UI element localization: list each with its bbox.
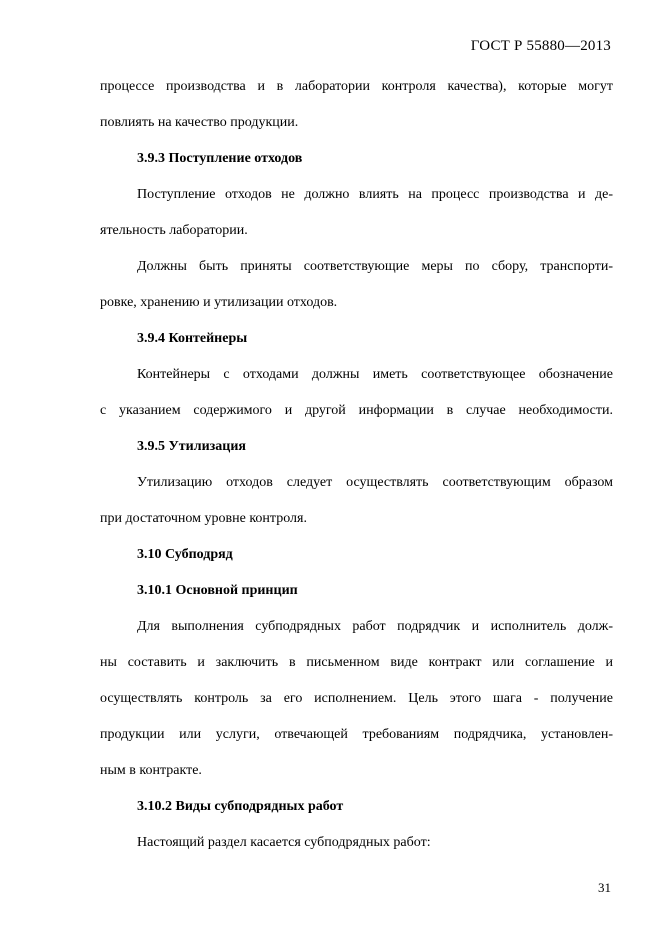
body-text-line: при достаточном уровне контроля. — [100, 511, 307, 526]
body-text-line: повлиять на качество продукции. — [100, 115, 299, 130]
body-text-line: Должны быть приняты соответствующие меры по сбору, транспорти- — [137, 259, 613, 274]
section-heading-3-10-2: 3.10.2 Виды субподрядных работ — [137, 799, 344, 814]
document-code-header: ГОСТ Р 55880—2013 — [470, 38, 611, 54]
body-text-line: продукции или услуги, отвечающей требованиям подрядчика, установлен- — [100, 727, 613, 742]
body-text-line: ны составить и заключить в письменном виде контракт или соглашение и — [100, 655, 613, 670]
body-text-line: ровке, хранению и утилизации отходов. — [100, 295, 338, 310]
section-heading-3-9-4: 3.9.4 Контейнеры — [137, 331, 248, 346]
body-text-line: осуществлять контроль за его исполнением. Цель этого шага - получение — [100, 691, 613, 706]
body-text-line: Контейнеры с отходами должны иметь соответствующее обозначение — [137, 367, 613, 382]
document-body — [100, 69, 613, 861]
body-text-line: Для выполнения субподрядных работ подрядчик и исполнитель долж- — [137, 619, 613, 634]
page-number: 31 — [598, 880, 611, 895]
section-heading-3-10-1: 3.10.1 Основной принцип — [137, 583, 298, 598]
body-text-line: Настоящий раздел касается субподрядных работ: — [137, 835, 431, 850]
section-heading-3-10: 3.10 Субподряд — [137, 547, 233, 562]
body-text-line: Утилизацию отходов следует осуществлять соответствующим образом — [137, 475, 613, 490]
body-text-line: ным в контракте. — [100, 763, 202, 778]
section-heading-3-9-5: 3.9.5 Утилизация — [137, 439, 246, 454]
body-text-line: процессе производства и в лаборатории контроля качества), которые могут — [100, 79, 613, 94]
section-heading-3-9-3: 3.9.3 Поступление отходов — [137, 151, 303, 166]
body-text-line: ятельность лаборатории. — [100, 223, 248, 238]
body-text-line: Поступление отходов не должно влиять на процесс производства и де- — [137, 187, 613, 202]
body-text-line: с указанием содержимого и другой информации в случае необходимости. — [100, 403, 613, 418]
